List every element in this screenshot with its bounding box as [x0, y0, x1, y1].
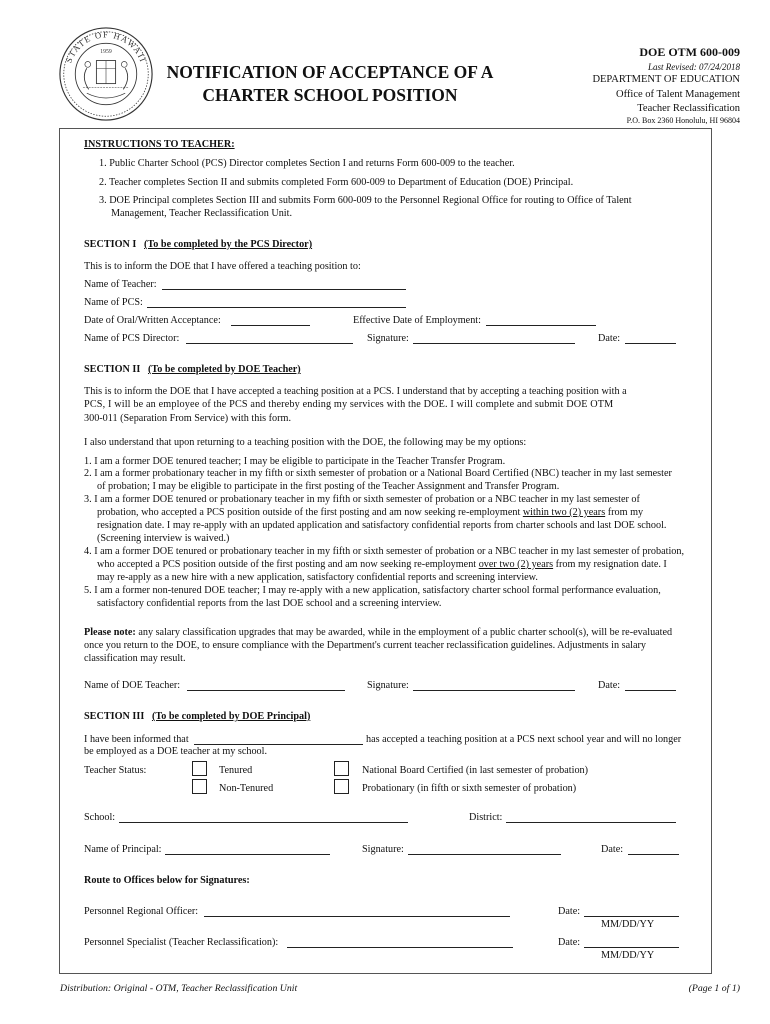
teacher-signature-field[interactable]: [413, 690, 575, 691]
section3-heading: [84, 710, 310, 723]
name-of-teacher-label: Name of Teacher:: [84, 279, 157, 290]
over-two-years: over two (2) years: [478, 559, 554, 570]
option-item: 3. I am a former DOE tenured or probationary teacher in my fifth or sixth semester of probation or a NBC teacher in my last semester of: [84, 494, 640, 505]
principal-name-label: Name of Principal:: [84, 844, 162, 855]
director-signature-field[interactable]: [413, 343, 575, 344]
teacher-name-label: Name of DOE Teacher:: [84, 680, 181, 691]
option-item-cont: [97, 558, 667, 571]
non-tenured-label: Non-Tenured: [219, 783, 274, 794]
tenured-checkbox[interactable]: [192, 761, 207, 776]
school-field[interactable]: [119, 822, 408, 823]
section2-paragraph: This is to inform the DOE that I have accepted a teaching position at a PCS. I understand that by accepting a teaching position with a: [84, 386, 627, 397]
section2-paragraph: 300-011 (Separation From Service) with this form.: [84, 413, 292, 424]
principal-date-label: Date:: [601, 844, 624, 855]
please-note-text: any salary classification upgrades that may be awarded, while in the employment of a public charter school(s), will be re-evaluated: [135, 627, 673, 638]
date-acceptance-field[interactable]: [231, 325, 310, 326]
specialist-date-format: MM/DD/YY: [601, 950, 655, 961]
director-name-label: Name of PCS Director:: [84, 333, 180, 344]
option-item-cont: resignation date. I may re-apply with an updated application and satisfactory confidential reports from charter schools and last DOE school.: [97, 520, 667, 531]
instruction-item: 2. Teacher completes Section II and submits completed Form 600-009 to Department of Education (DOE) Principal.: [99, 177, 574, 188]
option-item: 2. I am a former probationary teacher in my fifth or sixth semester of probation or a National Board Certified (NBC) teacher in my last semester: [84, 468, 672, 479]
please-note-text: classification may result.: [84, 653, 186, 664]
informed-label: I have been informed that: [84, 734, 189, 745]
district-field[interactable]: [506, 822, 676, 823]
department-name: DEPARTMENT OF EDUCATION: [592, 74, 740, 85]
instructions-heading: INSTRUCTIONS TO TEACHER:: [84, 139, 235, 150]
section2-paragraph: PCS, I will be an employee of the PCS and thereby ending my services with the DOE. I will complete and submit DOE OTM: [84, 399, 614, 410]
principal-signature-label: Signature:: [362, 844, 404, 855]
principal-signature-field[interactable]: [408, 854, 561, 855]
effective-date-label: Effective Date of Employment:: [353, 315, 481, 326]
please-note-text: once you return to the DOE, to ensure compliance with the Department's current teacher reclassification guidelines. Adjustments in salary: [84, 640, 646, 651]
office-address: P.O. Box 2360 Honolulu, HI 96804: [626, 116, 740, 125]
form-title-line2: CHARTER SCHOOL POSITION: [202, 85, 458, 105]
seal-year: 1959: [100, 48, 112, 55]
svg-text:STATE OF HAWAII: [64, 29, 149, 64]
option-item-cont: (Screening interview is waived.): [97, 533, 230, 544]
section2-heading: [84, 363, 301, 376]
option4-text: who accepted a PCS position outside of the first posting and am now seeking re-employment: [97, 559, 479, 570]
principal-name-field[interactable]: [165, 854, 330, 855]
page-number: (Page 1 of 1): [688, 983, 740, 994]
form-number: DOE OTM 600-009: [639, 45, 740, 59]
specialist-date-field[interactable]: [584, 947, 679, 948]
section1-subtitle: (To be completed by the PCS Director): [144, 239, 313, 250]
regional-officer-field[interactable]: [204, 916, 510, 917]
name-of-teacher-field[interactable]: [162, 289, 406, 290]
form-title-line1: NOTIFICATION OF ACCEPTANCE OF A: [166, 62, 494, 82]
regional-officer-label: Personnel Regional Officer:: [84, 906, 199, 917]
section2-subtitle: (To be completed by DOE Teacher): [147, 364, 301, 375]
option-item-cont: [97, 506, 643, 519]
option3-text-end: from my: [605, 507, 644, 518]
teacher-name-field[interactable]: [187, 690, 345, 691]
name-of-pcs-field[interactable]: [147, 307, 406, 308]
teacher-status-label: Teacher Status:: [84, 765, 147, 776]
director-name-field[interactable]: [186, 343, 353, 344]
specialist-date-label: Date:: [558, 937, 581, 948]
specialist-field[interactable]: [287, 947, 513, 948]
teacher-date-label: Date:: [598, 680, 621, 691]
option3-text: probation, who accepted a PCS position outside of the first posting and am now seeking re-employment: [97, 507, 523, 518]
option-item: 1. I am a former DOE tenured teacher; I may be eligible to participate in the Teacher Transfer Program.: [84, 456, 506, 467]
tenured-label: Tenured: [219, 765, 253, 776]
distribution-note: Distribution: Original - OTM, Teacher Reclassification Unit: [60, 983, 298, 994]
probationary-label: Probationary (in fifth or sixth semester of probation): [362, 783, 577, 794]
section3-title: SECTION III: [84, 711, 145, 722]
nbc-label: National Board Certified (in last semester of probation): [362, 765, 589, 776]
option-item-cont: may re-apply as a new hire with a new application, satisfactory confidential reports and screening interview.: [97, 572, 538, 583]
teacher-signature-label: Signature:: [367, 680, 409, 691]
regional-date-label: Date:: [558, 906, 581, 917]
district-label: District:: [469, 812, 503, 823]
director-signature-label: Signature:: [367, 333, 409, 344]
section2-title: SECTION II: [84, 364, 141, 375]
date-acceptance-label: Date of Oral/Written Acceptance:: [84, 315, 221, 326]
route-heading: Route to Offices below for Signatures:: [84, 875, 250, 886]
specialist-label: Personnel Specialist (Teacher Reclassification):: [84, 937, 279, 948]
effective-date-field[interactable]: [486, 325, 596, 326]
option-item: 4. I am a former DOE tenured or probationary teacher in my fifth or sixth semester of probation or a NBC teacher in my last semester of probation,: [84, 546, 685, 557]
non-tenured-checkbox[interactable]: [192, 779, 207, 794]
director-date-label: Date:: [598, 333, 621, 344]
option-item-cont: of probation; I may be eligible to participate in the first posting of the Teacher Assignment and Transfer Program.: [97, 481, 560, 492]
option-item: 5. I am a former non-tenured DOE teacher; I may re-apply with a new application, satisfactory charter school formal performance evaluation,: [84, 585, 661, 596]
section1-intro: This is to inform the DOE that I have offered a teaching position to:: [84, 261, 361, 272]
section1-title: SECTION I: [84, 239, 137, 250]
instruction-item: 1. Public Charter School (PCS) Director completes Section I and returns Form 600-009 to the teacher.: [99, 158, 515, 169]
principal-date-field[interactable]: [628, 854, 679, 855]
unit-name: Teacher Reclassification: [637, 103, 740, 114]
instruction-item-cont: Management, Teacher Reclassification Unit.: [111, 208, 292, 219]
probationary-checkbox[interactable]: [334, 779, 349, 794]
please-note: [84, 626, 672, 639]
teacher-date-field[interactable]: [625, 690, 676, 691]
instruction-item: 3. DOE Principal completes Section III and submits Form 600-009 to the Personnel Regional Office for routing to Office of Talent: [99, 195, 632, 206]
office-name: Office of Talent Management: [616, 89, 740, 100]
option-item-cont: satisfactory confidential reports from the last DOE school and a screening interview.: [97, 598, 442, 609]
nbc-checkbox[interactable]: [334, 761, 349, 776]
section3-subtitle: (To be completed by DOE Principal): [151, 711, 311, 722]
regional-date-field[interactable]: [584, 916, 679, 917]
please-note-label: Please note:: [84, 627, 136, 638]
regional-date-format: MM/DD/YY: [601, 919, 655, 930]
seal-top-text: STATE OF HAWAII: [63, 29, 149, 65]
name-of-pcs-label: Name of PCS:: [84, 297, 143, 308]
informed-line2: be employed as a DOE teacher at my school.: [84, 746, 268, 757]
within-two-years: within two (2) years: [522, 507, 606, 518]
director-date-field[interactable]: [625, 343, 676, 344]
informed-rest: has accepted a teaching position at a PCS next school year and will no longer: [366, 734, 682, 745]
option4-text-end: from my resignation date. I: [553, 559, 667, 570]
section1-heading: [84, 238, 312, 251]
state-seal-logo: [58, 26, 154, 122]
school-label: School:: [84, 812, 116, 823]
section2-options-intro: I also understand that upon returning to a teaching position with the DOE, the following may be my options:: [84, 437, 527, 448]
last-revised: Last Revised: 07/24/2018: [648, 62, 740, 72]
